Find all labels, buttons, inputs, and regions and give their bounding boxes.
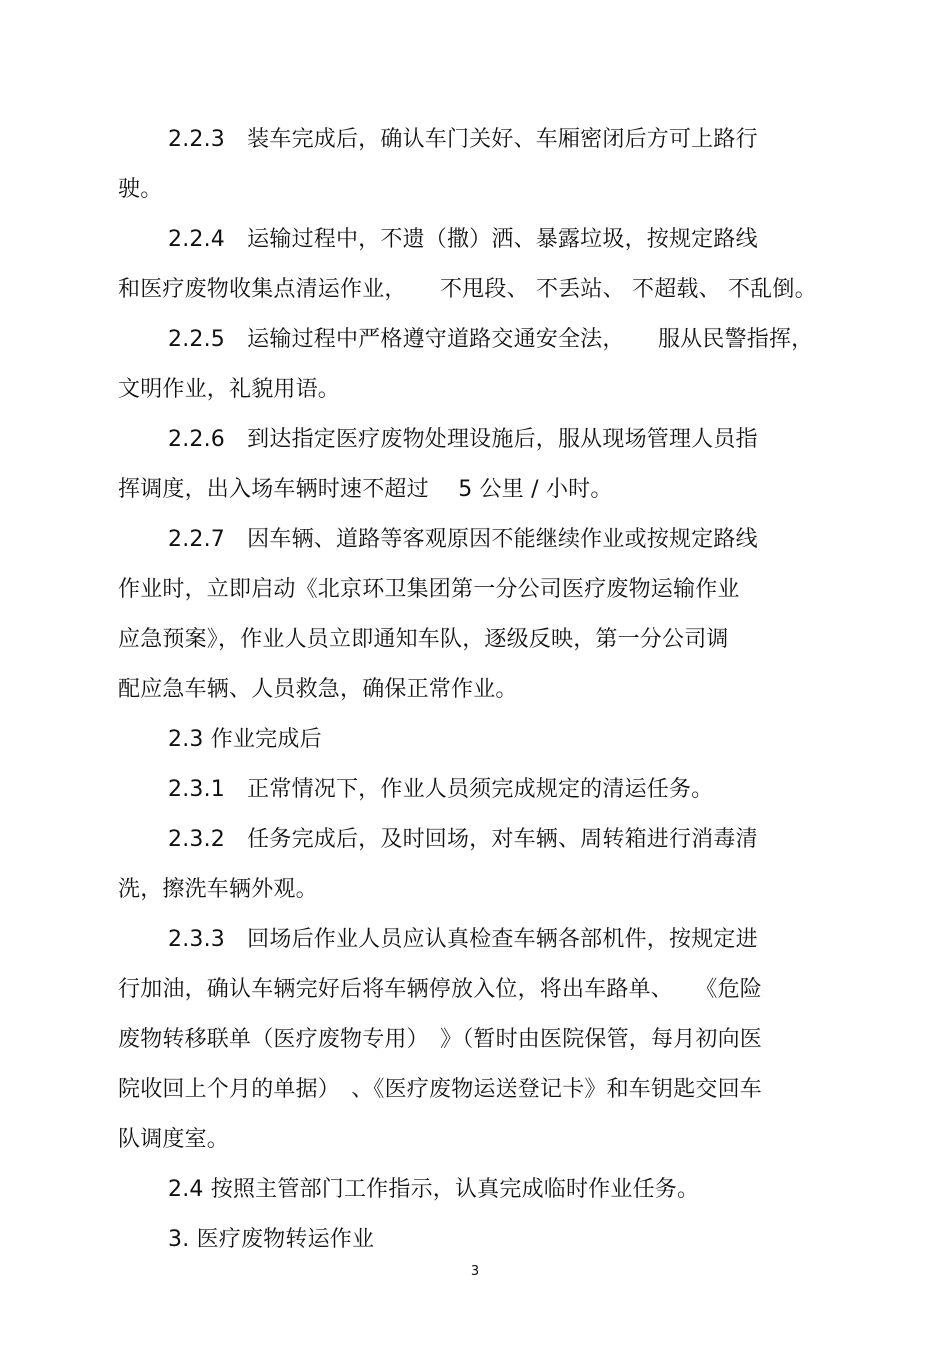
paragraph-2-3-2-line-1: 2.3.2 任务完成后，及时回场，对车辆、周转箱进行消毒清 bbox=[168, 827, 758, 852]
section-heading-3: 3. 医疗废物转运作业 bbox=[168, 1227, 375, 1252]
paragraph-2-3-3-line-5: 队调度室。 bbox=[118, 1127, 230, 1152]
paragraph-2-2-7-line-4: 配应急车辆、人员救急，确保正常作业。 bbox=[118, 677, 518, 702]
paragraph-2-3-3-line-2: 行加油，确认车辆完好后将车辆停放入位，将出车路单、 《危险 bbox=[118, 977, 763, 1002]
paragraph-2-2-6-line-2: 挥调度，出入场车辆时速不超过 5 公里 / 小时。 bbox=[118, 477, 613, 502]
paragraph-2-3-3-line-4: 院收回上个月的单据） 、《医疗废物运送登记卡》和车钥匙交回车 bbox=[118, 1077, 763, 1102]
paragraph-2-2-4-line-1: 2.2.4 运输过程中，不遗（撒）洒、暴露垃圾，按规定路线 bbox=[168, 227, 758, 252]
section-heading-2-3: 2.3 作业完成后 bbox=[168, 727, 322, 752]
paragraph-2-2-4-line-2: 和医疗废物收集点清运作业， 不甩段、 不丢站、 不超载、 不乱倒。 bbox=[118, 277, 817, 302]
paragraph-2-3-3-line-3: 废物转移联单（医疗废物专用） 》（暂时由医院保管，每月初向医 bbox=[118, 1027, 763, 1052]
paragraph-2-2-6-line-1: 2.2.6 到达指定医疗废物处理设施后，服从现场管理人员指 bbox=[168, 427, 758, 452]
paragraph-2-3-3-line-1: 2.3.3 回场后作业人员应认真检查车辆各部机件，按规定进 bbox=[168, 927, 758, 952]
paragraph-2-2-7-line-2: 作业时，立即启动《北京环卫集团第一分公司医疗废物运输作业 bbox=[118, 577, 740, 602]
page-number: 3 bbox=[470, 1264, 480, 1279]
paragraph-2-2-5-line-2: 文明作业，礼貌用语。 bbox=[118, 377, 341, 402]
paragraph-2-2-3-line-1: 2.2.3 装车完成后，确认车门关好、车厢密闭后方可上路行 bbox=[168, 127, 758, 152]
paragraph-2-2-3-line-2: 驶。 bbox=[118, 177, 163, 202]
paragraph-2-3-1: 2.3.1 正常情况下，作业人员须完成规定的清运任务。 bbox=[168, 777, 714, 802]
paragraph-2-2-5-line-1: 2.2.5 运输过程中严格遵守道路交通安全法， 服从民警指挥， bbox=[168, 327, 814, 352]
paragraph-2-2-7-line-1: 2.2.7 因车辆、道路等客观原因不能继续作业或按规定路线 bbox=[168, 527, 758, 552]
paragraph-2-4: 2.4 按照主管部门工作指示，认真完成临时作业任务。 bbox=[168, 1177, 700, 1202]
paragraph-2-2-7-line-3: 应急预案》，作业人员立即通知车队，逐级反映，第一分公司调 bbox=[118, 627, 729, 652]
paragraph-2-3-2-line-2: 洗，擦洗车辆外观。 bbox=[118, 877, 318, 902]
